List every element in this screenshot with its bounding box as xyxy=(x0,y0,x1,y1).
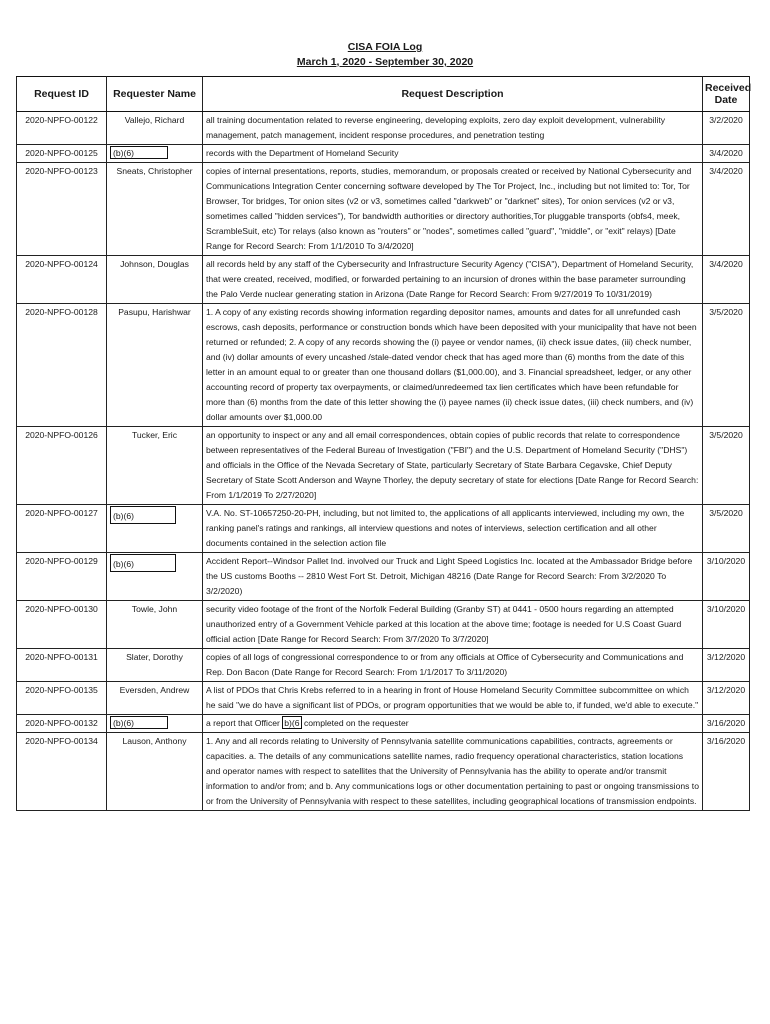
request-description-cell: security video footage of the front of the Norfolk Federal Building (Granby ST) at 0441 - 0500 hours regarding an attempted unauthorized entry of a Government Vehicle parked at this location at the above time; footage is needed for U.S Coast Guard official action [Date Range for Record Search: From 3/7/2020 To 3/7/2020] xyxy=(203,601,703,649)
request-description-cell: all records held by any staff of the Cybersecurity and Infrastructure Security Agency ("CISA"), Department of Homeland Security, that were created, received, modified, or forwarded pertaining to an incursion of drones within the base parameter surrounding the Palo Verde nuclear generating station in Arizona (Date Range for Record Search: From 9/27/2019 To 10/31/2019) xyxy=(203,256,703,304)
column-header-requester-name: Requester Name xyxy=(107,77,203,112)
redaction-box: (b)(6) xyxy=(110,506,176,524)
requester-name-cell xyxy=(107,715,203,733)
inline-redaction-box: b)(6 xyxy=(284,718,300,728)
requester-name-cell xyxy=(107,505,203,553)
page-title: CISA FOIA Log xyxy=(347,41,423,53)
requester-name-cell: Eversden, Andrew xyxy=(107,682,203,715)
request-description-cell: A list of PDOs that Chris Krebs referred to in a hearing in front of House Homeland Security Committee subcommittee on which he said "we do have a significant list of PDOs, or program opportunities that we would be able to, if funded, we'd able to execute." xyxy=(203,682,703,715)
requester-name-cell xyxy=(107,553,203,601)
request-description-cell: 1. A copy of any existing records showing information regarding depositor names, amounts and dates for all unrefunded cash escrows, cash deposits, performance or construction bonds which have been deposited with your municipality that have not been returned or refunded; 2. A copy of any records showing the (i) payee or vendor names, (ii) check issue dates, (iii) check number, and (iv) dollar amounts of every uncashed /stale-dated vendor check that has aged more than (6) months from the date of this letter in an amount equal to or greater than one thousand dollars ($1,000.00), and 3. Financial spreadsheet, ledger, or any other accounting record of property tax overpayments, or claimed/unredeemed tax lien certificates which have been refundable for more than (6) months from the date of this letter showing the (i) payee names (ii) check issue dates, (iii) check numbers, and (iv) dollar amounts over $1,000.00 xyxy=(203,304,703,427)
table-row xyxy=(17,145,750,163)
received-date-cell: 3/4/2020 xyxy=(703,163,750,256)
page-subtitle: March 1, 2020 - September 30, 2020 xyxy=(296,56,474,68)
requester-name-cell: Johnson, Douglas xyxy=(107,256,203,304)
request-id-cell: 2020-NPFO-00127 xyxy=(17,505,107,553)
requester-name-cell: Pasupu, Harishwar xyxy=(107,304,203,427)
requester-name-cell: Towle, John xyxy=(107,601,203,649)
table-row xyxy=(17,715,750,733)
request-id-cell: 2020-NPFO-00123 xyxy=(17,163,107,256)
request-id-cell: 2020-NPFO-00122 xyxy=(17,112,107,145)
received-date-cell: 3/16/2020 xyxy=(703,715,750,733)
description-text-before-redaction: a report that Officer xyxy=(206,718,280,728)
redaction-box: (b)(6) xyxy=(110,716,168,729)
request-description-cell: V.A. No. ST-10657250-20-PH, including, but not limited to, the applications of all applicants interviewed, including my own, the ranking panel's ratings and rankings, all interview questions and notes of interviews, selection certification and all other documents contained in the selection action file xyxy=(203,505,703,553)
table-row xyxy=(17,733,750,811)
request-description-cell: records with the Department of Homeland Security xyxy=(203,145,703,163)
request-description-cell xyxy=(203,715,703,733)
request-id-cell: 2020-NPFO-00128 xyxy=(17,304,107,427)
received-date-cell: 3/12/2020 xyxy=(703,682,750,715)
request-id-cell: 2020-NPFO-00132 xyxy=(17,715,107,733)
requester-name-cell: Slater, Dorothy xyxy=(107,649,203,682)
table-row xyxy=(17,256,750,304)
request-id-cell: 2020-NPFO-00130 xyxy=(17,601,107,649)
requester-name-cell: Lauson, Anthony xyxy=(107,733,203,811)
description-text-after-redaction: completed on the requester xyxy=(303,718,409,728)
table-row xyxy=(17,427,750,505)
request-id-cell: 2020-NPFO-00125 xyxy=(17,145,107,163)
received-date-cell: 3/2/2020 xyxy=(703,112,750,145)
table-header-row xyxy=(17,77,750,112)
received-date-cell: 3/12/2020 xyxy=(703,649,750,682)
received-date-cell: 3/10/2020 xyxy=(703,553,750,601)
table-row xyxy=(17,682,750,715)
request-id-cell: 2020-NPFO-00124 xyxy=(17,256,107,304)
request-id-cell: 2020-NPFO-00134 xyxy=(17,733,107,811)
requester-name-cell: Vallejo, Richard xyxy=(107,112,203,145)
requester-name-cell: Sneats, Christopher xyxy=(107,163,203,256)
column-header-request-id: Request ID xyxy=(17,77,107,112)
request-description-cell: an opportunity to inspect or any and all email correspondences, obtain copies of public records that relate to correspondence between representatives of the Federal Bureau of Investigation ("FBI") and the U.S. Department of Homeland Security ("DHS") and officials in the Office of the Nevada Secretary of State, particularly Secretary of State Barbara Cegavske, Chief Deputy Secretary of State Scott Anderson and Wayne Thorley, the deputy secretary of state for elections [Date Range for Record Search: From 1/1/2019 To 2/27/2020] xyxy=(203,427,703,505)
received-date-cell: 3/5/2020 xyxy=(703,505,750,553)
request-description-cell: 1. Any and all records relating to University of Pennsylvania satellite communications capabilities, contracts, agreements or capacities. a. The details of any communications satellite names, radio frequency operational characteristics, station locations and operator names with respect to satellites that the University of Pennsylvania has the ability to operate and/or transmit information to and/or from; and b. Any communications logs or other documentation pertaining to past or ongoing transmissions to or from the University of Pennsylvania with respect to these satellites, including geographical locations of transmission endpoints. xyxy=(203,733,703,811)
column-header-request-description: Request Description xyxy=(203,77,703,112)
request-description-cell: Accident Report--Windsor Pallet Ind. involved our Truck and Light Speed Logistics Inc. located at the Ambassador Bridge before the US customs Booths -- 2810 West Fort St. Detroit, Michigan 48216 (Date Range for Record Search: From 3/2/2020 To 3/2/2020) xyxy=(203,553,703,601)
request-description-cell: copies of internal presentations, reports, studies, memorandum, or proposals created or received by National Cybersecurity and Communications Integration Center concerning software developed by The Tor Project, Inc., including but not limited to: Tor, Tor Browser, Tor bridges, Tor onion sites (v2 or v3, sometimes called "darkweb" or "darknet" sites), Tor onion services (v2 or v3, sometimes called "hidden services"), Tor bandwidth authorities or directory authorities,Tor pluggable transports (obfs4, meek, ScrambleSuit, etc) Tor relays (also known as "routers" or "nodes", sometimes called "guard", "middle", or "exit" relays) [Date Range for Record Search: From 1/1/2010 To 3/4/2020] xyxy=(203,163,703,256)
request-description-cell: copies of all logs of congressional correspondence to or from any officials at Office of Cybersecurity and Communications and Rep. Don Bacon (Date Range for Record Search: From 1/1/2017 To 3/11/2020) xyxy=(203,649,703,682)
received-date-cell: 3/5/2020 xyxy=(703,427,750,505)
foia-log-table xyxy=(16,76,750,811)
received-date-cell: 3/10/2020 xyxy=(703,601,750,649)
redaction-box: (b)(6) xyxy=(110,554,176,572)
request-id-cell: 2020-NPFO-00131 xyxy=(17,649,107,682)
table-row xyxy=(17,649,750,682)
received-date-cell: 3/4/2020 xyxy=(703,145,750,163)
table-row xyxy=(17,601,750,649)
table-row xyxy=(17,112,750,145)
table-row xyxy=(17,553,750,601)
table-row xyxy=(17,163,750,256)
request-id-cell: 2020-NPFO-00135 xyxy=(17,682,107,715)
column-header-received-date: Received Date xyxy=(703,77,750,112)
requester-name-cell: Tucker, Eric xyxy=(107,427,203,505)
requester-name-cell xyxy=(107,145,203,163)
received-date-cell: 3/5/2020 xyxy=(703,304,750,427)
table-row xyxy=(17,505,750,553)
received-date-cell: 3/4/2020 xyxy=(703,256,750,304)
request-description-cell: all training documentation related to reverse engineering, developing exploits, zero day exploit development, vulnerability management, patch management, incident response procedures, and penetration testing xyxy=(203,112,703,145)
redaction-box: (b)(6) xyxy=(110,146,168,159)
received-date-cell: 3/16/2020 xyxy=(703,733,750,811)
request-id-cell: 2020-NPFO-00126 xyxy=(17,427,107,505)
request-id-cell: 2020-NPFO-00129 xyxy=(17,553,107,601)
table-row xyxy=(17,304,750,427)
